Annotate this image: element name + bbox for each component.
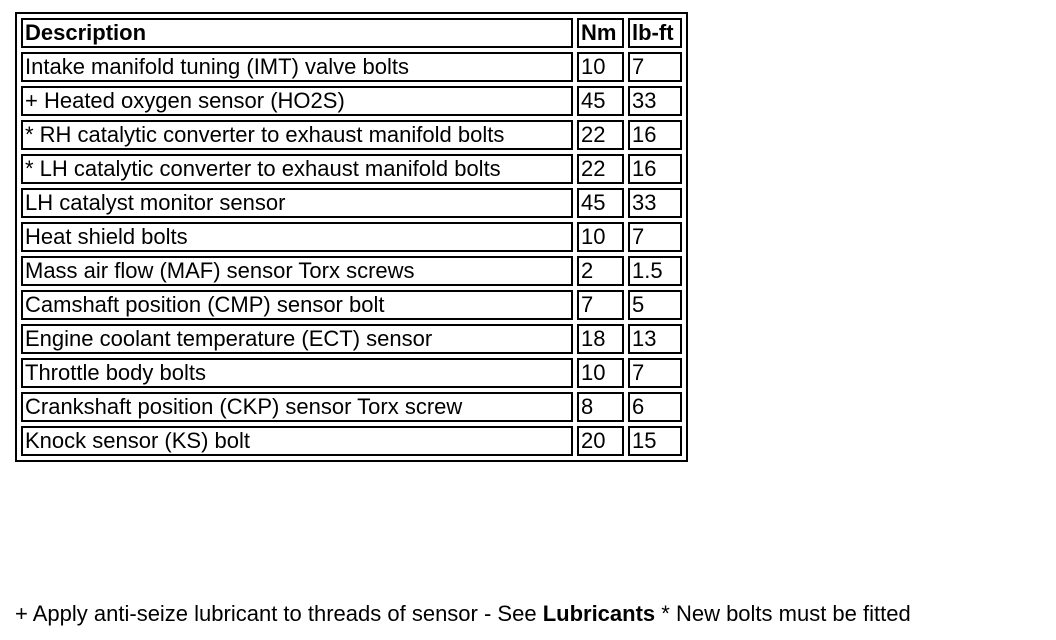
cell-description: + Heated oxygen sensor (HO2S): [21, 86, 573, 116]
table-row: [21, 256, 682, 286]
cell-nm: 20: [577, 426, 624, 456]
cell-description: Intake manifold tuning (IMT) valve bolts: [21, 52, 573, 82]
lubricants-link[interactable]: Lubricants: [542, 601, 656, 626]
cell-lb-ft: 33: [628, 86, 682, 116]
cell-lb-ft: 7: [628, 52, 682, 82]
table-row: [21, 52, 682, 82]
table-row: [21, 426, 682, 456]
table-row: [21, 154, 682, 184]
cell-description: Throttle body bolts: [21, 358, 573, 388]
cell-nm: 45: [577, 86, 624, 116]
table-row: [21, 290, 682, 320]
cell-description: Heat shield bolts: [21, 222, 573, 252]
cell-description: Mass air flow (MAF) sensor Torx screws: [21, 256, 573, 286]
header-description: Description: [21, 18, 573, 48]
cell-description: * LH catalytic converter to exhaust manifold bolts: [21, 154, 573, 184]
footnote: [15, 600, 911, 628]
table-row: [21, 392, 682, 422]
table-row: [21, 120, 682, 150]
torque-specification-table: [15, 12, 688, 462]
table-body: [21, 52, 682, 456]
cell-nm: 45: [577, 188, 624, 218]
table-row: [21, 188, 682, 218]
cell-description: Knock sensor (KS) bolt: [21, 426, 573, 456]
table-row: [21, 324, 682, 354]
cell-lb-ft: 7: [628, 358, 682, 388]
header-nm: Nm: [577, 18, 624, 48]
cell-lb-ft: 6: [628, 392, 682, 422]
cell-nm: 10: [577, 358, 624, 388]
table-row: [21, 86, 682, 116]
cell-nm: 2: [577, 256, 624, 286]
table-row: [21, 358, 682, 388]
cell-lb-ft: 33: [628, 188, 682, 218]
table-header-row: [21, 18, 682, 48]
footnote-anti-seize-text: + Apply anti-seize lubricant to threads of sensor - See: [15, 601, 543, 626]
cell-nm: 10: [577, 52, 624, 82]
table-row: [21, 222, 682, 252]
cell-nm: 22: [577, 120, 624, 150]
cell-lb-ft: 16: [628, 154, 682, 184]
cell-lb-ft: 5: [628, 290, 682, 320]
cell-description: * RH catalytic converter to exhaust manifold bolts: [21, 120, 573, 150]
cell-description: Engine coolant temperature (ECT) sensor: [21, 324, 573, 354]
footnote-new-bolts-text: * New bolts must be fitted: [655, 601, 911, 626]
cell-description: LH catalyst monitor sensor: [21, 188, 573, 218]
header-lb-ft: lb-ft: [628, 18, 682, 48]
cell-lb-ft: 13: [628, 324, 682, 354]
cell-nm: 7: [577, 290, 624, 320]
cell-lb-ft: 16: [628, 120, 682, 150]
cell-description: Crankshaft position (CKP) sensor Torx screw: [21, 392, 573, 422]
cell-nm: 22: [577, 154, 624, 184]
cell-lb-ft: 15: [628, 426, 682, 456]
cell-lb-ft: 7: [628, 222, 682, 252]
cell-nm: 8: [577, 392, 624, 422]
cell-lb-ft: 1.5: [628, 256, 682, 286]
cell-description: Camshaft position (CMP) sensor bolt: [21, 290, 573, 320]
cell-nm: 18: [577, 324, 624, 354]
cell-nm: 10: [577, 222, 624, 252]
